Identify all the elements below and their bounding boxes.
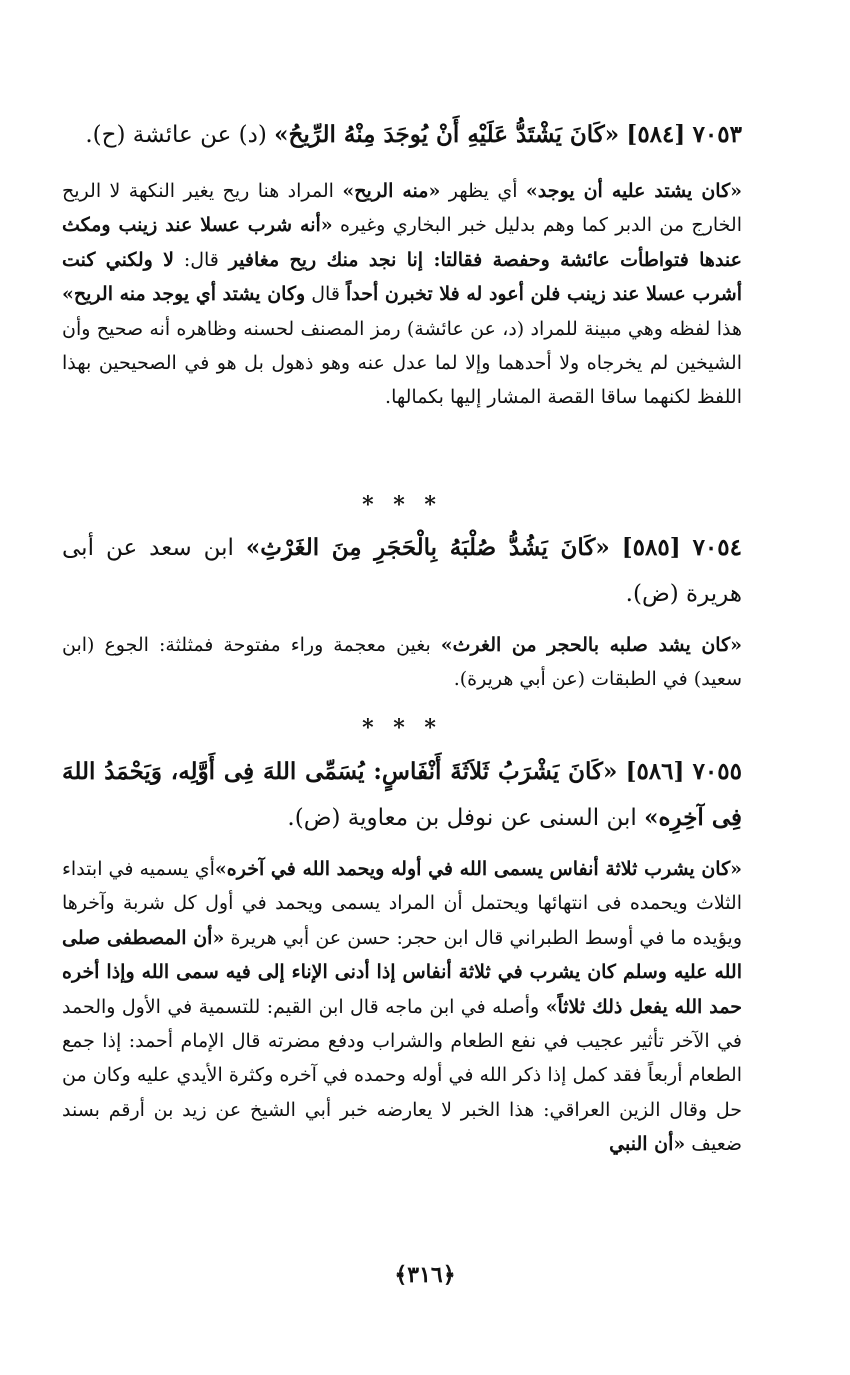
bold-quote: «كان يشرب ثلاثة أنفاس يسمى الله في أوله ويحمد الله في آخره» xyxy=(214,858,742,880)
section-separator: * * * xyxy=(362,715,442,741)
entry-index: [٥٨٥] xyxy=(621,534,681,561)
entry-heading-7053 xyxy=(62,112,742,158)
commentary-text: بغين معجمة وراء مفتوحة فمثلثة: الجوع (ابن سعيد) في الطبقات (عن أبي هريرة). xyxy=(62,634,742,691)
bold-quote: «منه الريح» xyxy=(342,180,441,202)
hadith-text: «كَانَ يَشُدُّ صُلْبَهُ بِالْحَجَرِ مِنَ الغَرْثِ» xyxy=(245,534,610,561)
hadith-source: (د) عن عائشة (ح). xyxy=(85,122,267,148)
commentary-7053 xyxy=(62,174,742,415)
entry-number: ٧٠٥٥ xyxy=(692,758,742,785)
bold-quote: لا ولكني كنت أشرب عسلا عند زينب فلن أعود له فلا تخبرن أحداً xyxy=(62,248,742,306)
bold-quote: «أنه شرب عسلا عند زينب ومكث عندها فتواطأت عائشة وحفصة فقالتا: إنا نجد منك ريح مغافير xyxy=(62,214,742,271)
entry-heading-7054 xyxy=(62,525,742,617)
hadith-text: «كَانَ يَشْرَبُ ثَلاَثَةَ أَنْفَاسٍ: يُسَمِّى اللهَ فِى أَوَّلِه، وَيَحْمَدُ اللهَ فِى آخِرِه» xyxy=(62,758,742,831)
hadith-source: ابن السنى عن نوفل بن معاوية (ض). xyxy=(287,805,637,831)
entry-index: [٥٨٤] xyxy=(626,121,686,148)
commentary-7055 xyxy=(62,852,742,1162)
commentary-text: وأصله في ابن ماجه قال ابن القيم: للتسمية في الأول والحمد في الآخر تأثير عجيب في نفع الطعام والشراب ودفع مضرته قال الإمام أحمد: إذا جمع الطعام أربعاً فقد كمل إذا ذكر الله في أوله وحمده في آخره وكثرة الأيدي عليه وكان من حل وقال الزين العراقي: هذا الخبر لا يعارضه خبر أبي الشيخ عن زيد بن أرقم بسند ضعيف xyxy=(62,995,742,1156)
commentary-text: قال xyxy=(305,283,346,306)
page-number: ﴿٣١٦﴾ xyxy=(394,1262,456,1288)
entry-index: [٥٨٦] xyxy=(625,758,685,785)
bold-quote: وكان يشتد أي يوجد منه الريح» xyxy=(62,283,306,306)
commentary-text: المراد هنا ريح يغير النكهة لا الريح الخارج من الدبر كما وهم بدليل خبر البخاري وغيره xyxy=(62,180,742,237)
section-separator: * * * xyxy=(362,492,442,518)
commentary-7054 xyxy=(62,628,742,697)
bold-quote: «كان يشتد عليه أن يوجد» xyxy=(525,180,742,202)
hadith-text: «كَانَ يَشْتَدُّ عَلَيْهِ أَنْ يُوجَدَ مِنْهُ الرِّيحُ» xyxy=(274,121,620,148)
commentary-text: هذا لفظه وهي مبينة للمراد (د، عن عائشة) رمز المصنف لحسنه وظاهره أنه صحيح وأن الشيخين لم يخرجاه ولا أحدهما وإلا لما عدل عنه وهو ذهول بل هو في الصحيحين بهذا اللفظ لكنهما ساقا القصة المشار إليها بكمالها. xyxy=(62,317,742,409)
commentary-text: أي يسميه في ابتداء الثلاث ويحمده فى انتهائها ويحتمل أن المراد يسمى ويحمد في أول كل شربة وآخرها ويؤيده ما في أوسط الطبراني قال ابن حجر: حسن عن أبي هريرة xyxy=(62,858,742,949)
entry-heading-7055 xyxy=(62,749,742,841)
entry-number: ٧٠٥٤ xyxy=(692,534,742,561)
bold-quote: «أن المصطفى صلى الله عليه وسلم كان يشرب في ثلاثة أنفاس إذا أدنى الإناء إلى فيه سمى الله وإذا أخره حمد الله يفعل ذلك ثلاثاً» xyxy=(62,926,742,1018)
entry-number: ٧٠٥٣ xyxy=(692,121,742,148)
bold-quote: «أن النبي xyxy=(609,1133,686,1156)
hadith-source: ابن سعد عن أبى هريرة (ض). xyxy=(62,535,742,607)
commentary-text: أي يظهر xyxy=(440,180,526,202)
commentary-text: قال: xyxy=(174,248,229,271)
bold-quote: «كان يشد صلبه بالحجر من الغرث» xyxy=(440,634,742,656)
